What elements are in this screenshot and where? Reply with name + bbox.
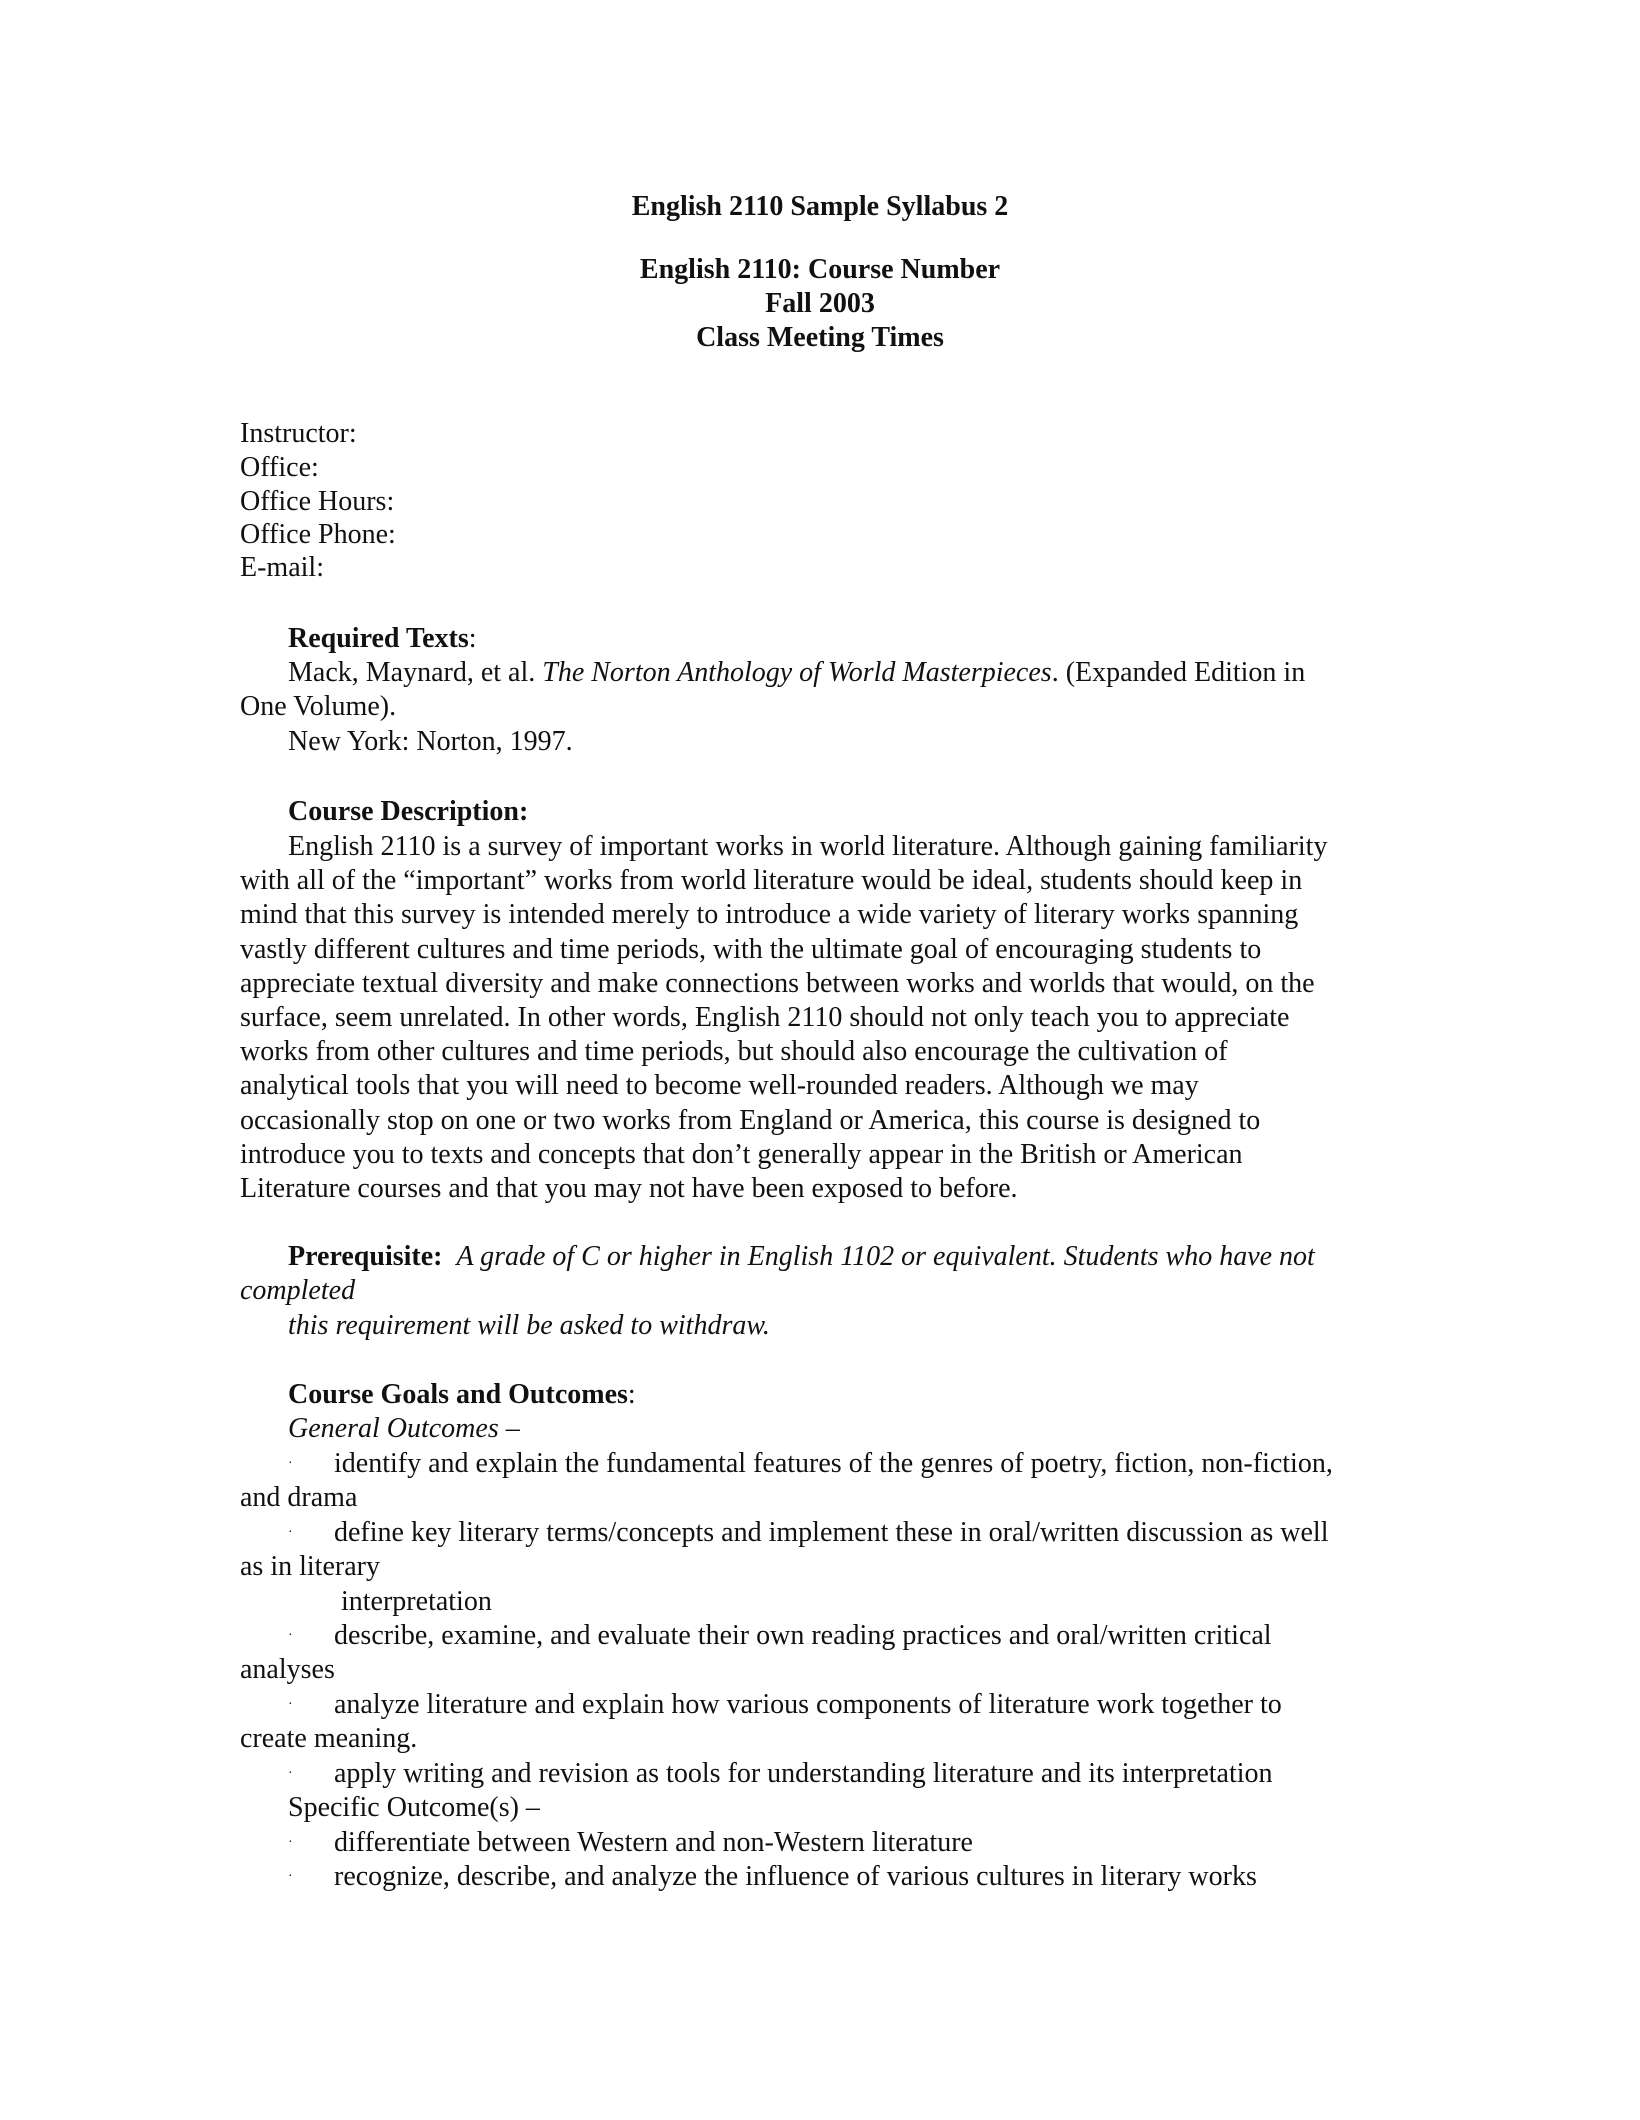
goals-heading-colon: :	[627, 1379, 636, 1410]
course-term: Fall 2003	[765, 288, 875, 319]
description-line: analytical tools that you will need to become well-rounded readers. Although we may	[240, 1070, 1199, 1102]
required-text-citation	[288, 656, 1305, 690]
bullet-icon: ·	[288, 1456, 293, 1471]
general-outcome-item: define key literary terms/concepts and implement these in oral/written discussion as well	[334, 1517, 1329, 1548]
general-outcome-item: apply writing and revision as tools for understanding literature and its interpretation	[334, 1758, 1273, 1789]
general-outcome-item-cont: create meaning.	[240, 1723, 418, 1754]
specific-outcome-item: recognize, describe, and analyze the influence of various cultures in literary works	[334, 1861, 1257, 1892]
meeting-times: Class Meeting Times	[696, 322, 944, 353]
specific-outcomes-label: Specific Outcome(s) –	[288, 1792, 540, 1823]
prerequisite-text: A grade of C or higher in English 1102 or equivalent. Students who have not	[456, 1241, 1315, 1272]
general-outcome-item: identify and explain the fundamental features of the genres of poetry, fiction, non-fiction,	[334, 1448, 1333, 1479]
description-line: occasionally stop on one or two works from England or America, this course is designed to	[240, 1104, 1261, 1136]
document-title: English 2110 Sample Syllabus 2	[631, 191, 1009, 222]
citation-authors: Mack, Maynard, et al.	[288, 657, 543, 688]
bullet-icon: ·	[288, 1697, 293, 1712]
general-outcome-item: describe, examine, and evaluate their own reading practices and oral/written critical	[334, 1620, 1272, 1651]
required-texts-heading-colon: :	[468, 623, 477, 654]
bullet-icon: ·	[288, 1869, 293, 1884]
citation-book-title: The Norton Anthology of World Masterpieces	[542, 657, 1052, 688]
prerequisite-text-cont: completed	[240, 1275, 356, 1306]
description-line: vastly different cultures and time periods, with the ultimate goal of encouraging students to	[240, 933, 1262, 965]
goals-heading-text: Course Goals and Outcomes	[288, 1379, 628, 1410]
specific-outcome-item: differentiate between Western and non-Western literature	[334, 1827, 973, 1858]
general-outcomes-label: General Outcomes –	[288, 1413, 520, 1444]
course-description-body	[240, 830, 1390, 1206]
description-line: appreciate textual diversity and make connections between works and worlds that would, on the	[240, 967, 1315, 999]
required-texts-heading	[288, 622, 477, 656]
course-number: English 2110: Course Number	[639, 254, 1001, 285]
citation-publisher: New York: Norton, 1997.	[288, 726, 573, 757]
course-description-heading: Course Description:	[288, 796, 529, 827]
required-texts-heading-text: Required Texts	[288, 623, 469, 654]
email-label: E-mail:	[240, 552, 324, 583]
citation-edition: . (Expanded Edition in	[1051, 657, 1306, 688]
description-line: Literature courses and that you may not have been exposed to before.	[240, 1172, 1018, 1204]
description-line: mind that this survey is intended merely to introduce a wide variety of literary works spanning	[240, 899, 1299, 931]
office-hours-label: Office Hours:	[240, 486, 395, 517]
general-outcome-item-cont: analyses	[240, 1654, 335, 1685]
bullet-icon: ·	[288, 1628, 293, 1643]
office-phone-label: Office Phone:	[240, 519, 396, 550]
prerequisite-text-end: this requirement will be asked to withdraw.	[288, 1310, 770, 1341]
description-line: introduce you to texts and concepts that don’t generally appear in the British or American	[240, 1138, 1243, 1170]
bullet-icon: ·	[288, 1766, 293, 1781]
description-line: English 2110 is a survey of important works in world literature. Although gaining familiarity	[288, 831, 1328, 862]
instructor-label: Instructor:	[240, 418, 357, 449]
general-outcome-item: analyze literature and explain how various components of literature work together to	[334, 1689, 1282, 1720]
prerequisite-heading: Prerequisite:	[288, 1241, 443, 1272]
bullet-icon: ·	[288, 1525, 293, 1540]
general-outcome-item-cont: interpretation	[341, 1586, 492, 1617]
description-line: works from other cultures and time periods, but should also encourage the cultivation of	[240, 1036, 1228, 1068]
bullet-icon: ·	[288, 1835, 293, 1850]
prerequisite-line	[288, 1240, 1315, 1274]
office-label: Office:	[240, 452, 319, 483]
goals-heading	[288, 1378, 636, 1412]
description-line: with all of the “important” works from world literature would be ideal, students should keep in	[240, 865, 1303, 897]
general-outcome-item-cont: as in literary	[240, 1551, 380, 1582]
description-line: surface, seem unrelated. In other words, English 2110 should not only teach you to appreciate	[240, 1001, 1290, 1033]
citation-continued: One Volume).	[240, 691, 397, 722]
general-outcome-item-cont: and drama	[240, 1482, 358, 1513]
